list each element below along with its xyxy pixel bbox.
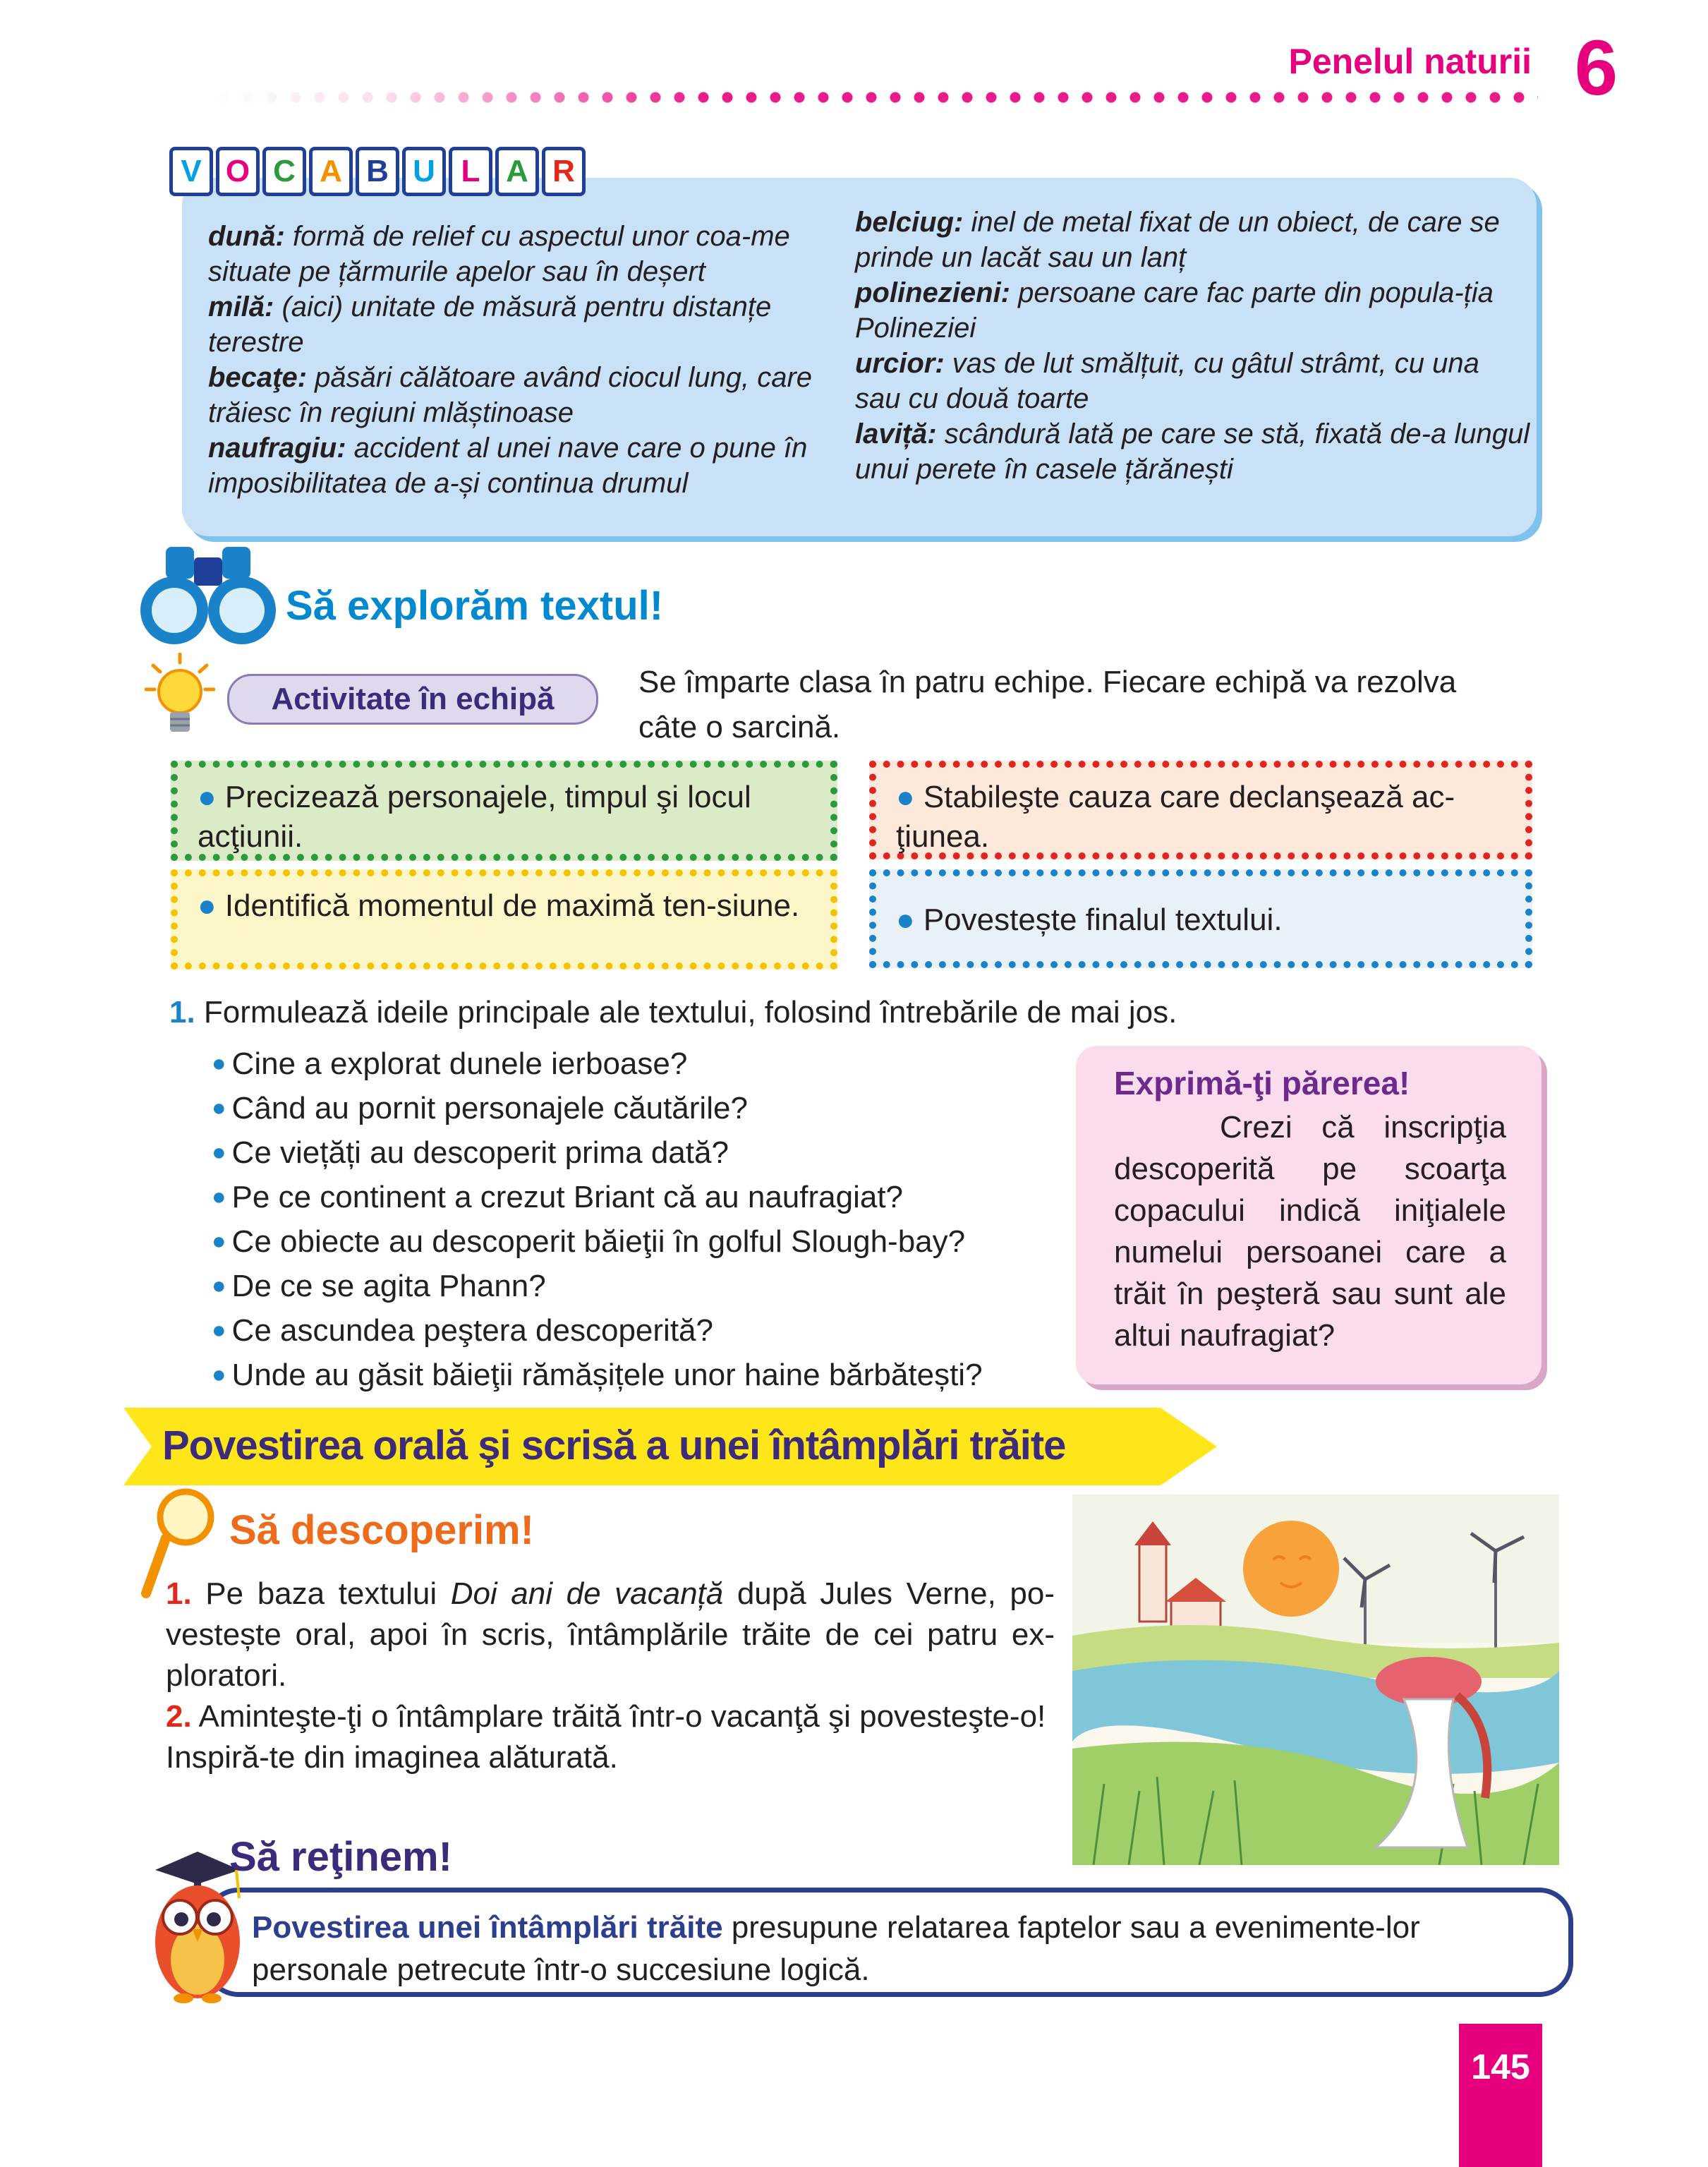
vocabulary-entry: [208, 430, 829, 501]
header-dot-fade: [212, 85, 705, 110]
vocabulary-term: polinezieni:: [855, 277, 1010, 308]
lightbulb-icon: [145, 653, 215, 741]
vocabulary-letter: A: [495, 147, 539, 196]
vocabulary-definition: scândură lată pe care se stă, fixată de-a lungul unui perete în casele țărănești: [855, 418, 1530, 485]
activity-instructions: Se împarte clasa în patru echipe. Fiecare echipă va rezolva câte o sarcină.: [638, 665, 1457, 744]
question-item: ● Când au pornit personajele căutările?: [212, 1087, 983, 1132]
opinion-box: [1076, 1046, 1542, 1384]
question-item: ● Cine a explorat dunele ierboase?: [212, 1043, 983, 1087]
question-item: ● Ce viețăți au descoperit prima dată?: [212, 1132, 983, 1176]
binoculars-icon: [138, 543, 279, 649]
task-text: Stabileşte cauza care declanşează ac-ţiunea.: [896, 780, 1455, 854]
exercise-text: Aminteşte-ţi o întâmplare trăită într-o vacanţă şi povesteşte-o! Inspiră-te din imaginea alăturată.: [166, 1699, 1046, 1775]
vocabulary-term: milă:: [208, 291, 274, 322]
discover-exercises: [166, 1574, 1055, 1778]
task-text: Precizează personajele, timpul şi locul acţiunii.: [198, 780, 751, 854]
exercise-heading: [169, 995, 1177, 1030]
section-title-retain: Să reţinem!: [229, 1834, 452, 1880]
bullet-icon: ●: [198, 888, 225, 923]
discover-item-1: [166, 1574, 1055, 1696]
team-activity-label: Activitate în echipă: [227, 674, 598, 725]
exercise-number: 2.: [166, 1699, 192, 1734]
vocabulary-definition: (aici) unitate de măsură pentru distanțe terestre: [208, 291, 772, 358]
vocabulary-letter: O: [216, 147, 260, 196]
question-list: [212, 1043, 983, 1399]
vocabulary-letter: U: [402, 147, 446, 196]
vocabulary-definition: accident al unei nave care o pune în imposibilitatea de a-și continua drumul: [208, 433, 808, 499]
vocabulary-entry: [855, 416, 1532, 487]
chapter-title: Penelul naturii: [1281, 41, 1532, 82]
vocabulary-letter: A: [309, 147, 353, 196]
retain-text: presupune relatarea faptelor sau a evenimente-lor personale petrecute într-o succesiune logică.: [252, 1910, 1420, 1987]
chapter-number: 6: [1574, 25, 1618, 111]
vocabulary-letter: R: [542, 147, 586, 196]
vocabulary-definition: vas de lut smălțuit, cu gâtul strâmt, cu una sau cu două toarte: [855, 348, 1479, 414]
section-title-explore: Să explorăm textul!: [286, 583, 664, 629]
exercise-number: 1.: [166, 1576, 192, 1611]
vocabulary-definition: inel de metal fixat de un obiect, de care se prinde un lacăt sau un lanț: [855, 207, 1500, 273]
question-item: ● Unde au găsit băieţii rămășițele unor haine bărbătești?: [212, 1354, 983, 1399]
task-card: [869, 869, 1532, 968]
vocabulary-letter: C: [262, 147, 306, 196]
retain-key-term: Povestirea unei întâmplări trăite: [252, 1910, 723, 1945]
section-title-discover: Să descoperim!: [229, 1507, 534, 1553]
vocabulary-definition: persoane care fac parte din popula-ția Polineziei: [855, 277, 1494, 344]
bullet-icon: ●: [896, 903, 923, 937]
opinion-title: Exprimă-ţi părerea!: [1114, 1065, 1410, 1101]
exercise-number: 1.: [169, 995, 195, 1030]
illustration-girl-by-river: [1072, 1495, 1559, 1865]
retain-box: [205, 1888, 1573, 1997]
vocabulary-letter: V: [169, 147, 213, 196]
vocabulary-term: belciug:: [855, 207, 964, 238]
vocabulary-letter: L: [449, 147, 492, 196]
bullet-icon: ●: [896, 780, 923, 814]
vocabulary-entry: [855, 205, 1532, 275]
vocabulary-heading: [169, 147, 586, 196]
question-item: ● De ce se agita Phann?: [212, 1265, 983, 1310]
question-item: ● Ce obiecte au descoperit băieţii în golful Slough-bay?: [212, 1221, 983, 1265]
vocabulary-term: naufragiu:: [208, 433, 346, 464]
exercise-text: după Jules Verne, po-vestește oral, apoi în scris, întâmplările trăite de cei patru ex-ploratori.: [166, 1576, 1055, 1693]
discover-item-2: [166, 1696, 1055, 1778]
vocabulary-right-column: [855, 205, 1532, 487]
vocabulary-left-column: [208, 219, 829, 501]
question-item: ● Ce ascundea peştera descoperită?: [212, 1310, 983, 1354]
question-item: ● Pe ce continent a crezut Briant că au naufragiat?: [212, 1176, 983, 1221]
task-card: [171, 869, 837, 970]
vocabulary-entry: [855, 275, 1532, 346]
vocabulary-term: urcior:: [855, 348, 945, 379]
vocabulary-term: dună:: [208, 221, 285, 252]
vocabulary-letter: B: [356, 147, 399, 196]
vocabulary-entry: [208, 289, 829, 360]
book-title: Doi ani de vacanță: [450, 1576, 724, 1611]
task-card: [171, 761, 837, 861]
exercise-text: Formulează ideile principale ale textului, folosind întrebările de mai jos.: [195, 995, 1177, 1030]
banner-title: Povestirea orală şi scrisă a unei întâmplări trăite: [162, 1423, 1066, 1468]
vocabulary-entry: [855, 346, 1532, 416]
vocabulary-term: becaţe:: [208, 362, 308, 393]
vocabulary-definition: păsări călătoare având ciocul lung, care trăiesc în regiuni mlăștinoase: [208, 362, 813, 428]
task-text: Identifică momentul de maximă ten-siune.: [224, 888, 800, 923]
page-number: 145: [1471, 2047, 1530, 2087]
task-text: Povestește finalul textului.: [923, 903, 1283, 937]
page-number-tab: [1459, 2024, 1542, 2167]
bullet-icon: ●: [198, 780, 225, 814]
opinion-text: Crezi că inscripţia descoperită pe scoarţa copacului indică iniţialele numelui persoanei care a trăit în peşteră sau sunt ale altui naufragiat?: [1114, 1110, 1506, 1353]
vocabulary-entry: [208, 219, 829, 289]
vocabulary-entry: [208, 360, 829, 430]
vocabulary-term: laviță:: [855, 418, 937, 449]
vocabulary-definition: formă de relief cu aspectul unor coa-me situate pe țărmurile apelor sau în deșert: [208, 221, 790, 287]
exercise-text: Pe baza textului: [191, 1576, 451, 1611]
task-card: [869, 761, 1532, 859]
